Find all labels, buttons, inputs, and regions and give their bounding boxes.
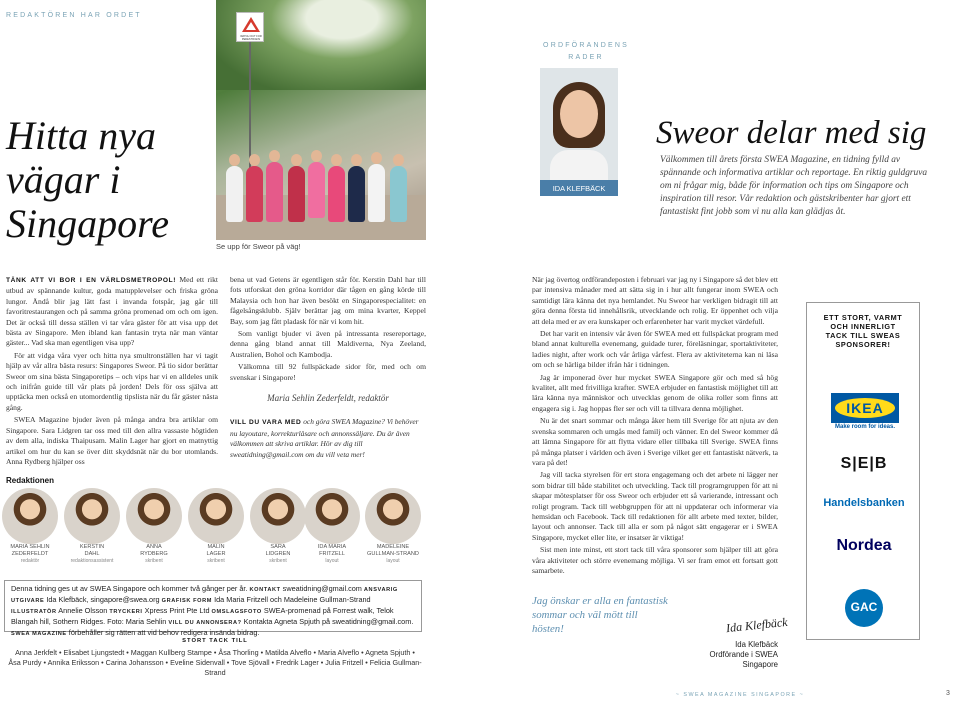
walker — [308, 162, 325, 218]
photo-caption: Se upp för Sweor på väg! — [216, 242, 301, 251]
right-section-header: ORDFÖRANDENS RADER — [543, 42, 629, 61]
walking-group-photo — [216, 0, 426, 240]
staff-portrait — [365, 488, 421, 544]
handwritten-signature: Ida Klefbäck — [725, 614, 789, 636]
title-line-1: Hitta nya — [6, 113, 156, 158]
handelsbanken-logo: Handelsbanken — [823, 497, 905, 509]
title-line-2: vägar i — [6, 157, 121, 202]
article-column-2 — [230, 275, 426, 462]
left-section-header: REDAKTÖREN HAR ORDET — [6, 12, 142, 19]
portrait-face — [560, 90, 598, 138]
chair-letter-column — [532, 275, 778, 578]
paragraph-1-text: Med ett rikt utbud av spännande kultur, goda matupplevelser och friska gröna lungor. Ändå blir jag lätt fast i invanda fotspår, jag går till favoritrestaurangen och på samma gröna promenad om och om igen. Det är också till dessa ställen vi tar våra gäster för att visa upp det bästa av Singapore. Men ibland kan fantasin tryta när man väntar gäster... Vad ska man egentligen visa upp? — [6, 275, 219, 348]
paragraph-6: Välkomna till 92 fullspäckade sidor för, med och om svenskar i Singapore! — [230, 362, 426, 382]
right-page-title: Sweor delar med sig — [656, 115, 927, 151]
staff-member: KERSTIN DAHL redaktionsassistent — [62, 488, 122, 565]
chair-name: Ida Klefbäck — [735, 640, 778, 649]
staff-portrait — [126, 488, 182, 544]
staff-member: MALIN LAGER skribent — [186, 488, 246, 565]
staff-member: SARA LIDGREN skribent — [248, 488, 308, 565]
staff-member: MADELEINE GULLMAN-STRAND layout — [360, 488, 426, 565]
portrait-caption: IDA KLEFBÄCK — [551, 256, 607, 265]
ikea-tagline: Make room for ideas. — [834, 424, 896, 430]
staff-portrait — [188, 488, 244, 544]
left-page-title — [6, 114, 169, 246]
walker — [266, 162, 283, 222]
staff-member: MARIA SEHLIN ZEDERFELDT redaktör — [0, 488, 60, 565]
paragraph-5: Som vanligt bjuder vi även på intressanta resereportage, denna gång bland annat till Maldiverna, Nya Zeeland, Australien, Bohol och Kambodja. — [230, 329, 426, 359]
sponsors-box — [806, 302, 920, 640]
staff-portrait — [304, 488, 360, 544]
thanks-block — [0, 638, 430, 678]
letter-paragraph-2: Det har varit en intensiv vår även för SWEA med ett fullspäckat program med bland annat kulturella evenemang, guidade turer, föreläsningar, sportaktiviteter, ladies night, after work och vår årliga vårfest. Flera av aktiviteterna kan ni läsa om och se härliga bilder ifrån här i tidningen. — [532, 329, 778, 370]
closing-quote: Jag önskar er alla en fantastisk sommar och väl mött till hösten! — [532, 595, 668, 635]
title-line-3: Singapore — [6, 201, 169, 246]
page-footer: ~ SWEA MAGAZINE SINGAPORE ~ — [675, 692, 805, 698]
sponsors-heading: ETT STORT, VARMT OCH INNERLIGT TACK TILL SWEAS SPONSORER! — [823, 313, 903, 349]
letter-paragraph-6: Sist men inte minst, ett stort tack till våra sponsorer som hjälper till att göra våra aktiviteter och större evenemang möjliga. Vi ser fram emot ett fortsatt gott samarbete. — [532, 545, 778, 575]
thanks-line-2: Åsa Purdy • Annika Eriksson • Carina Johansson • Eveline Sidenvall • Tove Sjövall • Fredrik Lager • Julia Fritzell • Felicia Gullman-Strand — [8, 658, 422, 677]
letter-paragraph-5: Jag vill tacka styrelsen för ert stora engagemang och det arbete ni lägger ner som bidrar till både stabilitet och utveckling. Tack till programgruppen för att ni skapar mötesplatser för oss Sweor och erbjuder ett så varierande, intressant och roligt program. Tack till webbgruppen för att ni uppdaterar och informerar via hemsidan och Facebook. Tack till redaktionen för allt arbete med texter, bilder, layout och annonser. Tack till alla er som på något sätt engagerar er i SWEA Singapore, mycket eller lite, er insatser är viktiga! — [532, 470, 778, 542]
letter-paragraph-4: Nu är det snart sommar och många åker hem till Sverige för att njuta av den svenska sommaren och umgås med familj och vänner. En del Sweor kommer då att lämna Singapore för att flytta vidare eller tillbaka till Sverige. SWEA finns på många platser i världen och även i Sverige vilket ger ett fantastiskt nätverk, ta vara på det! — [532, 416, 778, 467]
right-intro: Välkommen till årets första SWEA Magazine, en tidning fylld av spännande och informativa artiklar och reportage. En riktig guldgruva om ni frågar mig, både för information och tips om Singapore och inspiration till resor. Vår redaktion och gästskribenter har gjort ett fantastiskt fint jobb som vi nu alla kan glädjas åt. — [660, 155, 928, 217]
paragraph-2: För att vidga våra vyer och hitta nya smultronställen har vi tagit hjälp av vår allra bästa resurs: Singapores Sweor. På tio sidor berättar Sweor om sina bästa Singaporetips – och vips har vi en alldeles unik och inifrån guide till vår plats på jorden! Dels för oss själva att upptäcka men också en utomordentlig tipslista när du får gäster nästa gång. — [6, 350, 218, 412]
nordea-logo: Nordea — [836, 537, 892, 554]
staff-member: IDA MARIA FRITZELL layout — [302, 488, 362, 565]
staff-portrait — [250, 488, 306, 544]
walker — [226, 166, 243, 222]
letter-paragraph-3: Jag är imponerad över hur mycket SWEA Singapore gör och med så hög kvalitet, allt med frivilliga krafter. SWEA erbjuder en fantastisk möjlighet till att lära känna nya människor och utvecklas genom de olika roller som finns att engagera sig i. Jag hoppas fler ser och vill ta tillvara denna möjlighet. — [532, 372, 778, 413]
pedestrian-sign — [236, 12, 264, 42]
walker — [368, 164, 385, 222]
portrait-caption-text: IDA KLEFBÄCK — [552, 184, 606, 193]
page-number: 3 — [946, 690, 950, 697]
letter-paragraph-1: När jag övertog ordförandeposten i februari var jag ny i Singapore så det blev ett par intensiva månader med att sätta sig in i hur allt fungerar inom SWEA och samtidigt lära känna det nya hemlandet. Nu Sweor har verkligen bidragit till att göra denna första tid innehållsrik, utvecklande och rolig. Er öppenhet och vilja att dela med er av era kunskaper och erfarenheter har varit mycket värdefull. — [532, 275, 778, 326]
sign-text: WATCH OUT FOR PEDESTRIANS — [240, 35, 262, 41]
editor-signature: Maria Sehlin Zederfeldt, redaktör — [267, 393, 389, 404]
walker — [288, 166, 305, 222]
walker — [390, 166, 407, 222]
walker — [246, 166, 263, 222]
thanks-line-1: Anna Jerkfelt • Elisabet Ljungstedt • Maggan Kullberg Stampe • Åsa Thorling • Matilda Alveflo • Maria Alveflo • Agneta Spjuth • — [15, 648, 415, 657]
portrait-shoulders — [550, 150, 608, 180]
paragraph-4: bena ut vad Getens är egentligen står för. Kerstin Dahl har till fots utforskat den gröna korridor där tågen en gång körde till Malaysia och hon har även besökt en Singaporespecialitet: en fågelsångsklubb. Själv berättar jag om mina kvarter, Keppel Bay, som jag fått pladask för när vi kom hit. — [230, 275, 426, 326]
call-to-action: VILL DU VARA MED och göra SWEA Magazine? Vi behöver nu layoutare, korrekturläsare och annonssäljare. Du är även välkommen att skriva artiklar. Hör av dig till sweatidning@gmail.com om du vill veta mer! — [230, 417, 419, 459]
lead-in: TÄNK ATT VI BOR I EN VÄRLDSMETROPOL! — [6, 277, 177, 284]
seb-logo: S|E|B — [840, 455, 888, 472]
credits-box: Denna tidning ges ut av SWEA Singapore och kommer två gånger per år. KONTAKT sweatidning@gmail.com ANSVARIG UTGIVARE Ida Klefbäck, singapore@swea.org GRAFISK FORM Ida Maria Fritzell och Madeleine Gullman-Strand ILLUSTRATÖR Annelie Olsson TRYCKERI Xpress Print Pte Ltd OMSLAGSFOTO SWEA-promenad på Forrest walk, Telok Blangah hill, Sothern Ridges. Foto: Maria Sehlin VILL DU ANNONSERA? Kontakta Agneta Spjuth på sweatidning@gmail.com. SWEA MAGAZINE förbehåller sig rätten att vid behov redigera insända bidrag. — [4, 580, 422, 632]
gac-logo: GAC — [845, 589, 883, 627]
staff-row — [0, 488, 430, 578]
staff-portrait — [2, 488, 58, 544]
ikea-logo: IKEA — [831, 393, 899, 423]
staff-member: ANNA RYDBERG skribent — [124, 488, 184, 565]
chair-portrait-frame — [540, 68, 618, 265]
walker — [328, 166, 345, 222]
thanks-heading: STORT TACK TILL — [182, 638, 248, 644]
paragraph-3: SWEA Magazine bjuder även på många andra bra artiklar om Singapore. Sara Lidgren tar oss med till den allra vassaste högtiden av dem alla, indiska Thaipusam. Malin Lager har gjort en matnyttig artikel om hur du kan se över ditt skyddsnät när du bor utomlands. Anna Rydberg hjälper oss — [6, 415, 218, 466]
walker — [348, 166, 365, 222]
chair-sign-off — [680, 640, 778, 670]
staff-portrait — [64, 488, 120, 544]
article-column-1 — [6, 275, 218, 469]
redaktionen-heading: Redaktionen — [6, 476, 55, 485]
chair-title: Ordförande i SWEA Singapore — [709, 650, 778, 669]
